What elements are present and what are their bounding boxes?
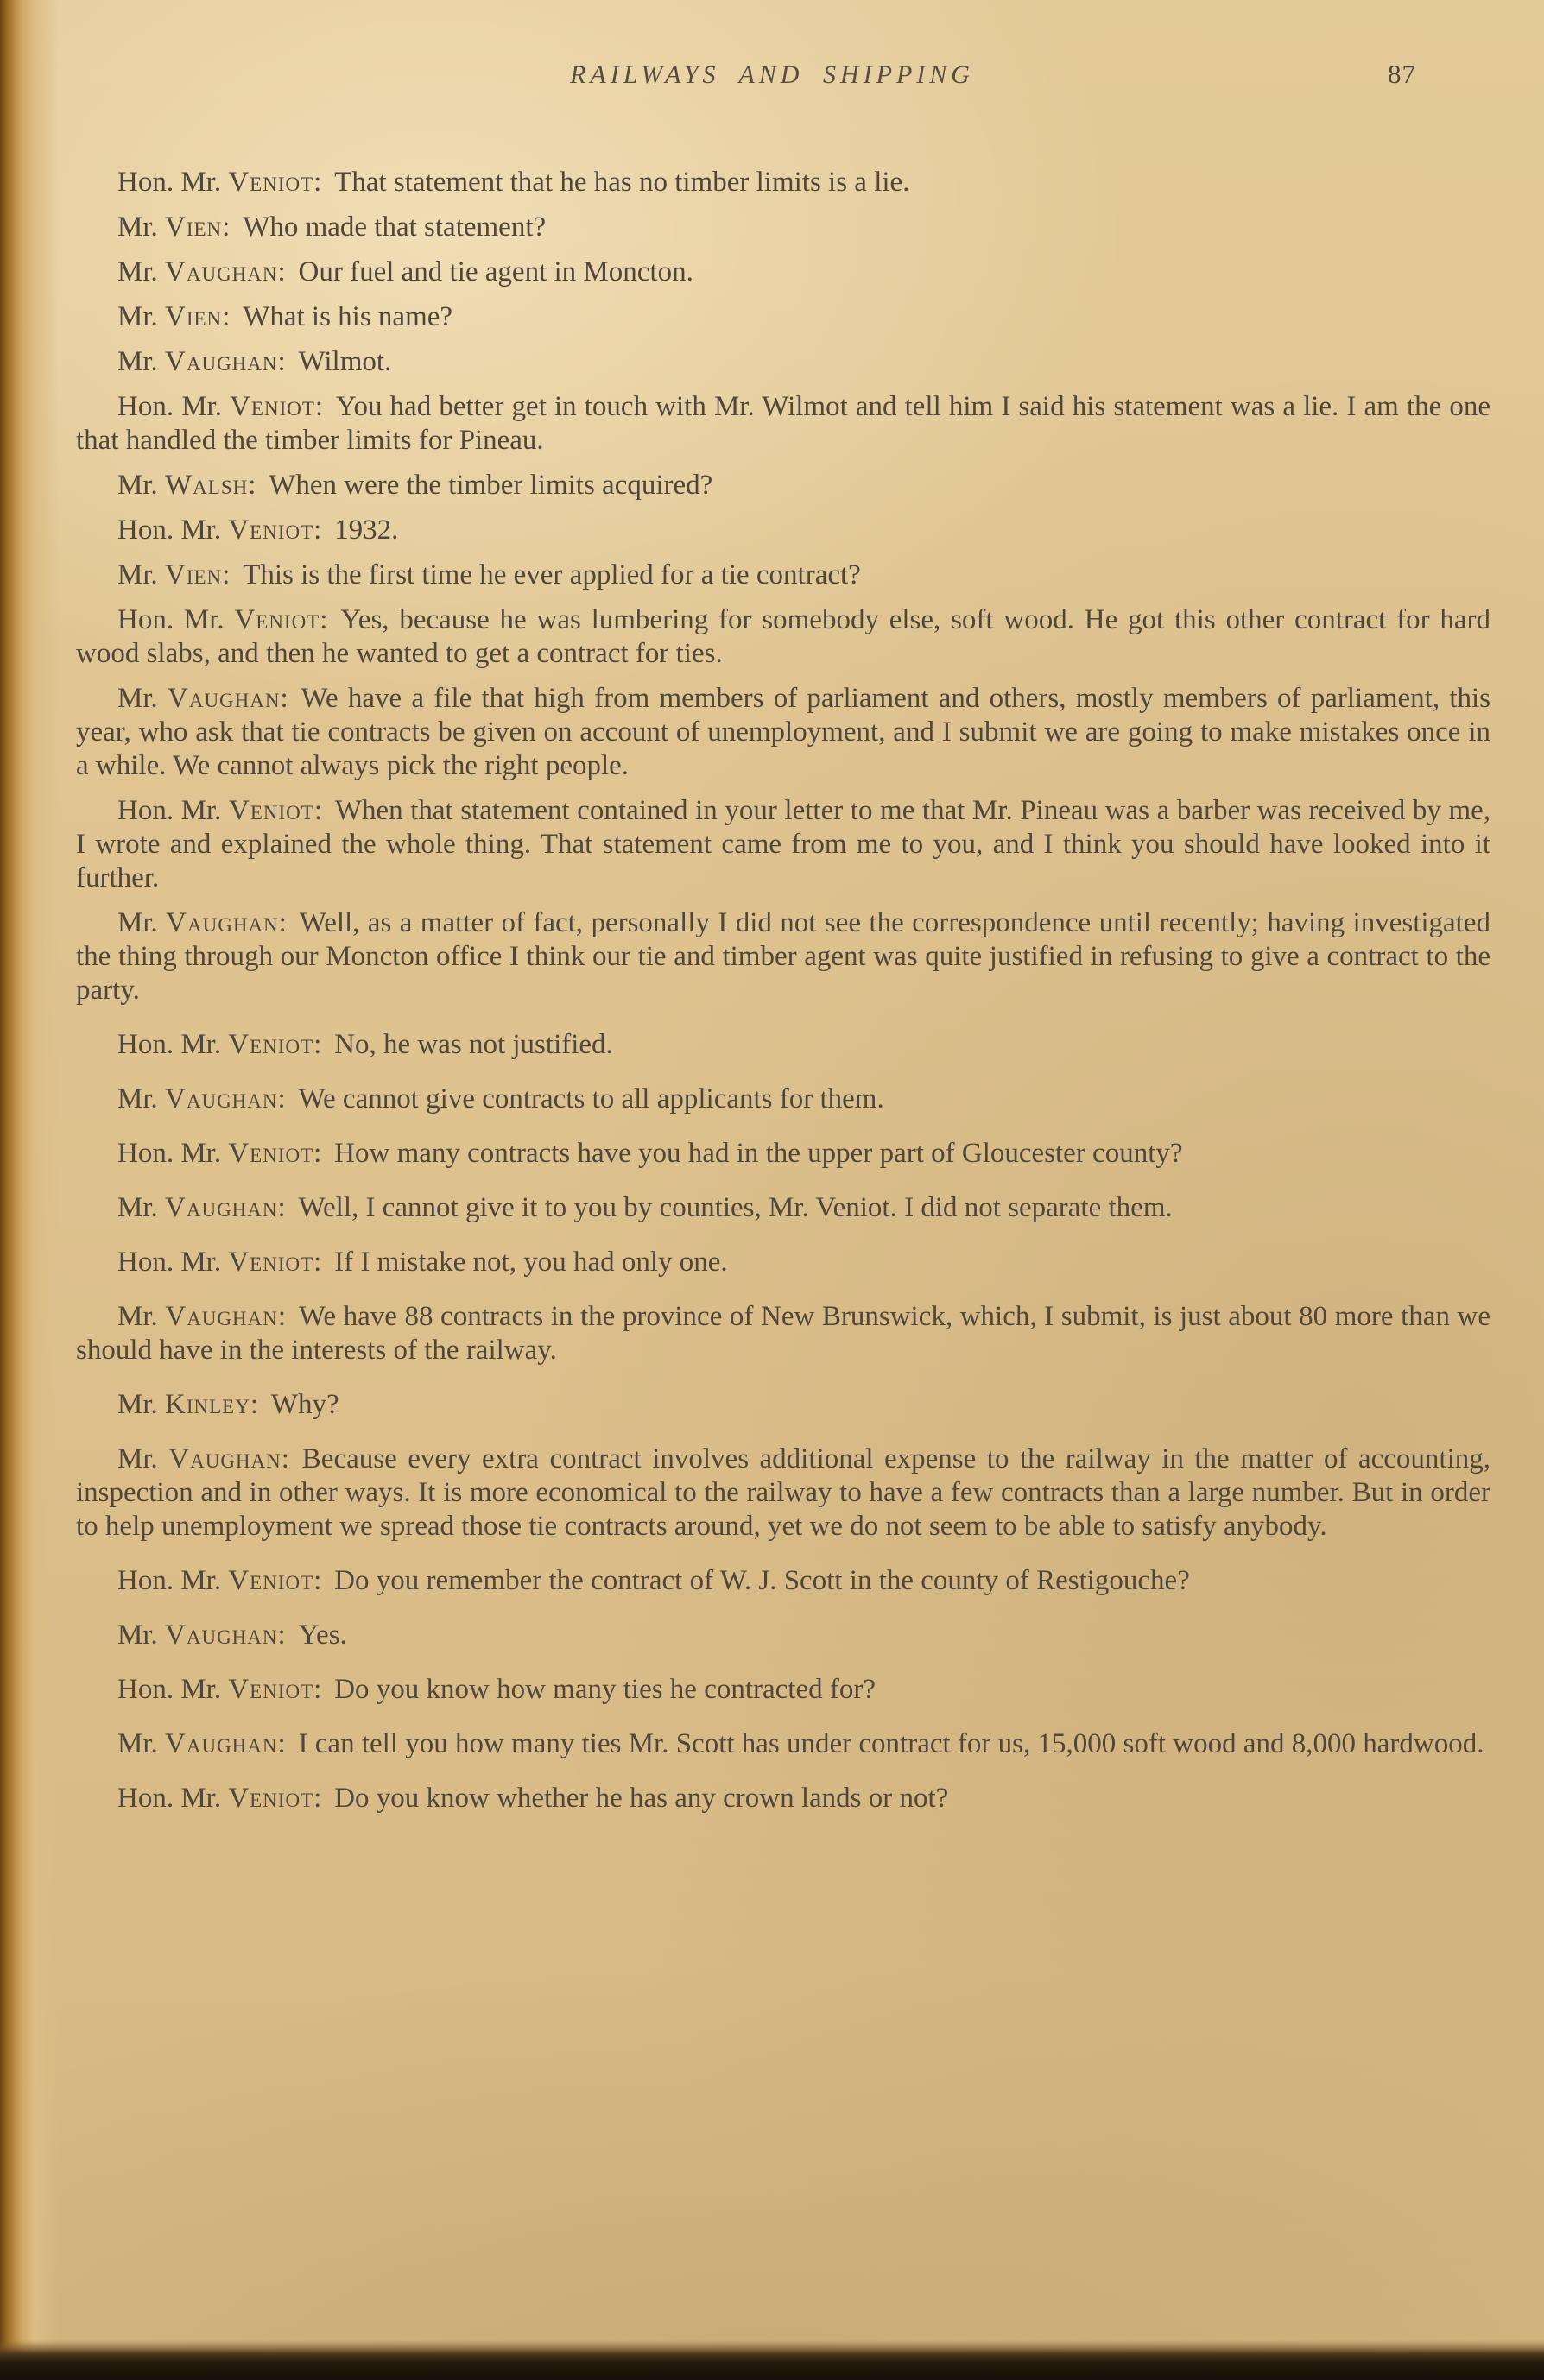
speech-text: Do you know whether he has any crown lands or not? [334,1783,949,1814]
transcript-paragraph [76,469,1490,502]
transcript-paragraph [76,345,1490,379]
transcript-paragraph [76,603,1490,671]
speech-text: Do you know how many ties he contracted for? [334,1674,876,1705]
transcript-paragraph [76,256,1490,289]
transcript-paragraph [76,211,1490,244]
speech-text: Do you remember the contract of W. J. Scott in the county of Restigouche? [334,1565,1190,1596]
transcript-paragraph [76,906,1490,1007]
speech-text: What is his name? [243,301,453,332]
transcript-paragraph [76,559,1490,592]
transcript-paragraph [76,390,1490,458]
speaker-name: Hon. Mr. Veniot: [117,795,322,826]
speech-text: Our fuel and tie agent in Moncton. [298,256,693,287]
transcript-paragraph [76,166,1490,199]
speaker-name: Hon. Mr. Veniot: [117,391,324,422]
speaker-name: Hon. Mr. Veniot: [117,1029,322,1060]
transcript-paragraph [76,1191,1490,1225]
transcript-body [0,166,1544,1815]
speech-text: That statement that he has no timber limits is a lie. [334,167,910,198]
speaker-name: Mr. Walsh: [117,470,256,501]
transcript-paragraph [76,682,1490,783]
speech-text: Well, I cannot give it to you by counties, Mr. Veniot. I did not separate them. [298,1192,1173,1223]
speech-text: 1932. [334,515,399,546]
speech-text: We have a file that high from members of parliament and others, mostly members of parliament, this year, who ask that tie contracts be given on account of unemployment, and I submit we are going to make mistakes once in a while. We cannot always pick the right people. [76,683,1491,781]
transcript-paragraph [76,514,1490,547]
transcript-paragraph [76,1619,1490,1652]
speech-text: Well, as a matter of fact, personally I did not see the correspondence until recently; having investigated the thing through our Moncton office I think our tie and timber agent was quite justified in refusing to give a contract to the party. [76,907,1490,1006]
transcript-paragraph [76,1083,1490,1116]
speaker-name: Mr. Vaughan: [117,256,286,287]
transcript-paragraph [76,1564,1490,1598]
speaker-name: Mr. Vaughan: [117,1083,286,1114]
speaker-name: Hon. Mr. Veniot: [117,1565,322,1596]
speech-text: Who made that statement? [243,211,547,243]
speech-text: I can tell you how many ties Mr. Scott has under contract for us, 15,000 soft wood and 8,000 hardwood. [298,1728,1484,1759]
transcript-paragraph [76,1727,1490,1761]
transcript-paragraph [76,794,1490,895]
speaker-name: Hon. Mr. Veniot: [117,1138,322,1169]
speaker-name: Mr. Vaughan: [117,1728,286,1759]
running-head: RAILWAYS AND SHIPPING [570,60,974,89]
speaker-name: Hon. Mr. Veniot: [117,167,322,198]
speech-text: Wilmot. [298,346,392,377]
speaker-name: Mr. Kinley: [117,1389,258,1420]
transcript-paragraph [76,1388,1490,1422]
speech-text: Yes, because he was lumbering for somebody else, soft wood. He got this other contract for hard wood slabs, and then he wanted to get a contract for ties. [76,604,1491,669]
speaker-name: Mr. Vaughan: [117,346,286,377]
speaker-name: Mr. Vaughan: [117,907,287,938]
transcript-paragraph [76,1443,1490,1544]
speaker-name: Hon. Mr. Veniot: [117,604,328,635]
speech-text: If I mistake not, you had only one. [334,1247,728,1278]
speech-text: How many contracts have you had in the upper part of Gloucester county? [334,1138,1183,1169]
speaker-name: Hon. Mr. Veniot: [117,1783,322,1814]
page-number: 87 [1388,59,1416,89]
speech-text: We have 88 contracts in the province of New Brunswick, which, I submit, is just about 80 more than we should have in the interests of the railway. [76,1301,1491,1366]
speaker-name: Mr. Vien: [117,211,231,243]
speech-text: Because every extra contract involves additional expense to the railway in the matter of accounting, inspection and in other ways. It is more economical to the railway to have a few contracts than a large number. But in order to help unemployment we spread those tie contracts around, yet we do not seem to be able to satisfy anybody. [76,1443,1490,1542]
speech-text: We cannot give contracts to all applicants for them. [298,1083,884,1114]
speaker-name: Hon. Mr. Veniot: [117,515,322,546]
speaker-name: Mr. Vaughan: [117,683,288,714]
speech-text: Yes. [298,1619,347,1651]
speaker-name: Mr. Vien: [117,559,231,590]
speaker-name: Hon. Mr. Veniot: [117,1674,322,1705]
speech-text: When that statement contained in your letter to me that Mr. Pineau was a barber was received by me, I wrote and explained the whole thing. That statement came from me to you, and I think you should have looked into it further. [76,795,1491,893]
transcript-paragraph [76,1782,1490,1815]
speaker-name: Mr. Vaughan: [117,1443,289,1474]
speech-text: Why? [270,1389,339,1420]
page-bottom-edge [0,2340,1544,2380]
speech-text: This is the first time he ever applied for a tie contract? [243,559,861,590]
transcript-paragraph [76,1028,1490,1062]
transcript-paragraph [76,300,1490,334]
transcript-paragraph [76,1137,1490,1171]
speaker-name: Mr. Vaughan: [117,1192,286,1223]
speech-text: You had better get in touch with Mr. Wilmot and tell him I said his statement was a lie. I am the one that handled the timber limits for Pineau. [76,391,1491,456]
transcript-paragraph [76,1246,1490,1279]
binding-edge [0,0,60,2380]
speech-text: When were the timber limits acquired? [269,470,713,501]
page-header [0,60,1544,95]
transcript-paragraph [76,1300,1490,1367]
speaker-name: Mr. Vien: [117,301,231,332]
transcript-paragraph [76,1673,1490,1707]
speaker-name: Hon. Mr. Veniot: [117,1247,322,1278]
speaker-name: Mr. Vaughan: [117,1301,287,1332]
speaker-name: Mr. Vaughan: [117,1619,286,1651]
speech-text: No, he was not justified. [334,1029,613,1060]
